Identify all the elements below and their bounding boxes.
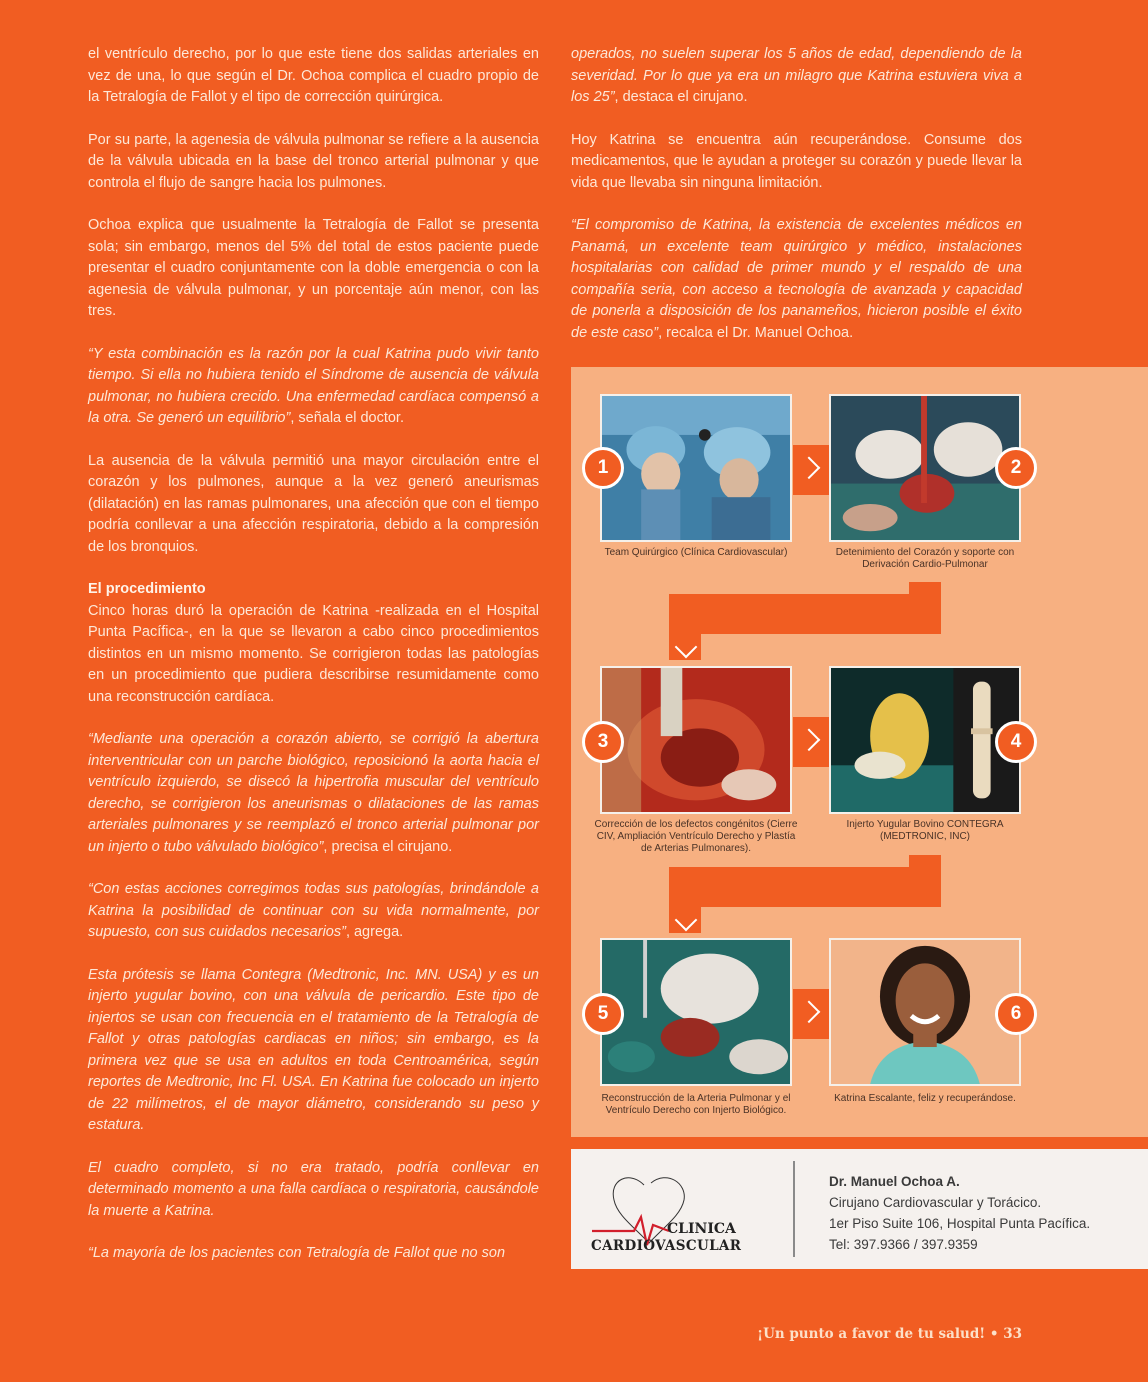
paragraph: Ochoa explica que usualmente la Tetralogía de Fallot se presenta sola; sin embargo, menos del 5% del total de estos paciente puede presentar el cuadro conjuntamente con la doble emergencia o con la agenesia de válvula pulmonar, y un porcentaje aún menor, con las tres. [88, 217, 539, 319]
quote-text: “El compromiso de Katrina, la existencia de excelentes médicos en Panamá, un excelente team quirúrgico y médico, instalaciones hospitalarias con calidad de primer mundo y el respaldo de una compañía seria, con acceso a tecnología de avanzada y capacidad de ponerla a disposición de los panameños, hicieron posible el éxito de este caso” [571, 217, 1022, 341]
paragraph: Por su parte, la agenesia de válvula pulmonar se refiere a la ausencia de la válvula ubicada en la base del tronco arterial pulmonar y que controla el flujo de sangre hacia los pulmones. [88, 131, 539, 191]
surgical-team-image [602, 396, 790, 540]
patient-portrait-image [831, 940, 1019, 1084]
section-heading: El procedimiento [88, 581, 206, 597]
paragraph: “La mayoría de los pacientes con Tetralogía de Fallot que no son [88, 1245, 506, 1261]
step-6-photo [829, 938, 1021, 1086]
pulmonary-reconstruction-image [602, 940, 790, 1084]
step-2-badge: 2 [995, 447, 1037, 489]
doctor-name: Dr. Manuel Ochoa A. [829, 1174, 960, 1189]
step-4-photo [829, 666, 1021, 814]
step-2-photo [829, 394, 1021, 542]
address: 1er Piso Suite 106, Hospital Punta Pacífica. [829, 1216, 1091, 1231]
step-1-badge: 1 [582, 447, 624, 489]
congenital-defect-correction-image [602, 668, 790, 812]
quote-text: “Con estas acciones corregimos todas sus patologías, brindándole a Katrina la posibilidad de continuar con su vida normalmente, por supuesto, con sus cuidados necesarios” [88, 881, 539, 940]
right-column [571, 44, 1022, 365]
quote-attribution: , recalca el Dr. Manuel Ochoa. [658, 324, 854, 341]
chevron-right-icon [793, 717, 829, 767]
quote-paragraph [571, 44, 1022, 109]
contact-details [829, 1171, 1090, 1255]
logo-text-clinica: CLINICA [667, 1221, 736, 1237]
clinica-cardiovascular-logo [589, 1165, 769, 1253]
quote-paragraph [88, 344, 539, 430]
quote-paragraph [88, 879, 539, 944]
quote-text: operados, no suelen superar los 5 años de edad, dependiendo de la severidad. Por lo que ya era un milagro que Katrina estuviera viva a los 25” [571, 46, 1022, 105]
procedure-steps-panel [571, 367, 1148, 1137]
bovine-jugular-graft-image [831, 668, 1019, 812]
contact-box [571, 1149, 1148, 1269]
paragraph: Esta prótesis se llama Contegra (Medtronic, Inc. MN. USA) y es un injerto yugular bovino, con una válvula de pericardio. Este tipo de injertos se usan con frecuencia en el tratamiento de la Tetralogía de Fallot y otras patologías cardiacas en niños; sin embargo, es la primera vez que se usa en adultos en toda Centroamérica, según reportes de Medtronic, Inc Fl. USA. En Katrina fue colocado un injerto de 22 milímetros, el de mayor diámetro, considerando su peso y estatura. [88, 966, 539, 1133]
quote-attribution: , agrega. [345, 924, 404, 940]
page-footer: ¡Un punto a favor de tu salud! • 33 [757, 1326, 1022, 1342]
quote-text: “Y esta combinación es la razón por la cual Katrina pudo vivir tanto tiempo. Si ella no hubiera tenido el Síndrome de ausencia de válvula pulmonar, no hubiera crecido. Una enfermedad cardíaca compensó a la otra. Se generó un equilibrio” [88, 345, 539, 426]
left-column [88, 44, 539, 1286]
step-3-caption: Corrección de los defectos congénitos (Cierre CIV, Ampliación Ventrículo Derecho y Plastía de Arterias Pulmonares). [594, 819, 798, 854]
step-3-badge: 3 [582, 721, 624, 763]
phone: Tel: 397.9366 / 397.9359 [829, 1237, 978, 1252]
quote-attribution: , destaca el cirujano. [614, 89, 748, 105]
step-6-caption: Katrina Escalante, feliz y recuperándose. [834, 1093, 1016, 1104]
quote-paragraph [88, 729, 539, 858]
logo-text-cardiovascular: CARDIOVASCULAR [591, 1238, 741, 1253]
quote-text: “Mediante una operación a corazón abierto, se corrigió la abertura interventricular con un parche biológico, reposicionó la aorta hacia el ventrículo izquierdo, se disecó la hipertrofia muscular del ventrículo derecho, se corrigieron los aneurismas o dilataciones de las ramas arteriales pulmonares y se reemplazó el tronco arterial pulmonar por un injerto o tubo válvulado biológico” [88, 731, 539, 855]
chevron-right-icon [793, 989, 829, 1039]
quote-paragraph [571, 215, 1022, 344]
quote-attribution: , señala el doctor. [290, 410, 404, 426]
paragraph: el ventrículo derecho, por lo que este tiene dos salidas arteriales en vez de una, lo que según el Dr. Ochoa complica el cuadro propio de la Tetralogía de Fallot y el tipo de corrección quirúrgica. [88, 46, 539, 105]
heart-outline-icon [589, 1165, 769, 1253]
paragraph: Hoy Katrina se encuentra aún recuperándose. Consume dos medicamentos, que le ayudan a proteger su corazón y puede llevar la vida que llevaba sin ninguna limitación. [571, 131, 1022, 191]
step-6-badge: 6 [995, 993, 1037, 1035]
connector [669, 594, 941, 634]
step-5-badge: 5 [582, 993, 624, 1035]
quote-attribution: , precisa el cirujano. [323, 838, 453, 855]
connector [669, 867, 941, 907]
step-1-photo [600, 394, 792, 542]
paragraph: La ausencia de la válvula permitió una mayor circulación entre el corazón y los pulmones, aunque a la vez generó aneurismas (dilatación) en las ramas pulmonares, una afección que con el tiempo podría conllevar a una afección respiratoria, debido a la compresión de los bronquios. [88, 452, 539, 555]
paragraph: Cinco horas duró la operación de Katrina -realizada en el Hospital Punta Pacífica-, en la que se llevaron a cabo cinco procedimientos distintos en un mismo momento. Se corrigieron todas las patologías en un procedimiento que pudiera describirse resumidamente como una reconstrucción cardíaca. [88, 602, 539, 705]
step-4-badge: 4 [995, 721, 1037, 763]
chevron-right-icon [793, 445, 829, 495]
open-heart-surgery-image [831, 396, 1019, 540]
step-1-caption: Team Quirúrgico (Clínica Cardiovascular) [604, 547, 788, 558]
step-3-photo [600, 666, 792, 814]
divider [793, 1161, 795, 1257]
step-5-caption: Reconstrucción de la Arteria Pulmonar y el Ventrículo Derecho con Injerto Biológico. [601, 1093, 791, 1116]
step-4-caption: Injerto Yugular Bovino CONTEGRA (MEDTRONIC, INC) [846, 819, 1004, 842]
paragraph: El cuadro completo, si no era tratado, podría conllevar en determinado momento a una falla cardíaca o respiratoria, causándole la muerte a Katrina. [88, 1159, 539, 1219]
step-5-photo [600, 938, 792, 1086]
doctor-title: Cirujano Cardiovascular y Torácico. [829, 1195, 1042, 1210]
step-2-caption: Detenimiento del Corazón y soporte con Derivación Cardio-Pulmonar [835, 547, 1015, 570]
